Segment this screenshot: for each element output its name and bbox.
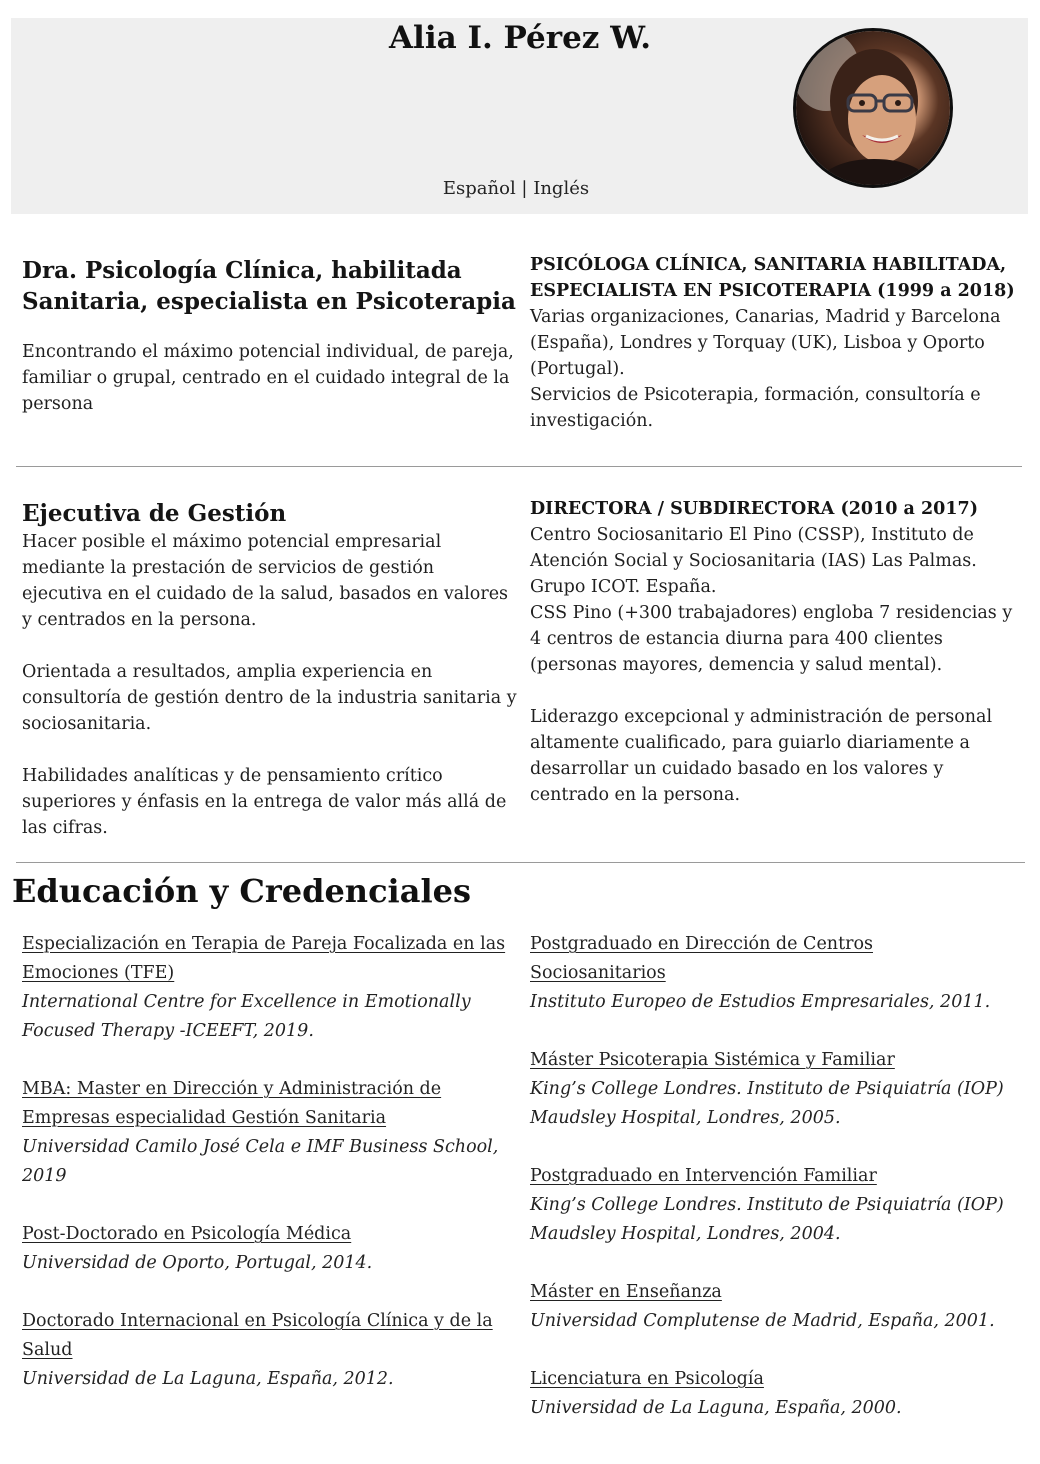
degree-title: Licenciatura en Psicología: [530, 1369, 764, 1389]
institution: Universidad Camilo José Cela e IMF Business School, 2019: [22, 1137, 499, 1186]
experience-psychologist: [530, 252, 1018, 434]
list-item: [530, 1278, 1022, 1336]
list-item: [22, 1075, 517, 1191]
job-title-line1: PSICÓLOGA CLÍNICA, SANITARIA HABILITADA,: [530, 255, 1007, 275]
candidate-name: Alia I. Pérez W.: [388, 20, 651, 56]
role-title-line1: Dra. Psicología Clínica, habilitada: [22, 257, 462, 284]
divider: [16, 862, 1025, 863]
divider: [16, 466, 1022, 467]
institution: Universidad de La Laguna, España, 2012.: [22, 1369, 394, 1389]
degree-title: Máster Psicoterapia Sistémica y Familiar: [530, 1050, 895, 1070]
exec-paragraph-1: Hacer posible el máximo potencial empresarial mediante la prestación de servicios de gestión ejecutiva en el cuidado de la salud, basados en valores y centrados en la persona.: [22, 532, 509, 630]
portrait-photo: [796, 31, 950, 185]
director-title: DIRECTORA / SUBDIRECTORA (2010 a 2017): [530, 499, 978, 519]
education-list-left: [22, 930, 517, 1423]
education-list-right: [530, 930, 1022, 1452]
profile-summary: [22, 255, 517, 417]
job-details: Varias organizaciones, Canarias, Madrid y Barcelona (España), Londres y Torquay (UK), Lisboa y Oporto (Portugal).: [530, 307, 1001, 379]
institution: Instituto Europeo de Estudios Empresariales, 2011.: [530, 992, 991, 1012]
list-item: [530, 930, 1022, 1017]
degree-title: Máster en Enseñanza: [530, 1282, 722, 1302]
institution: International Centre for Excellence in Emotionally Focused Therapy -ICEEFT, 2019.: [22, 992, 471, 1041]
list-item: [530, 1162, 1022, 1249]
list-item: [530, 1046, 1022, 1133]
exec-paragraph-2: Orientada a resultados, amplia experiencia en consultoría de gestión dentro de la industria sanitaria y sociosanitaria.: [22, 662, 517, 734]
experience-director: [530, 496, 1022, 808]
institution: Universidad de La Laguna, España, 2000.: [530, 1398, 902, 1418]
director-paragraph-2: CSS Pino (+300 trabajadores) engloba 7 residencias y 4 centros de estancia diurna para 400 clientes (personas mayores, demencia y salud mental).: [530, 603, 1013, 675]
degree-title: Post-Doctorado en Psicología Médica: [22, 1224, 352, 1244]
languages: Español | Inglés: [442, 178, 590, 199]
degree-title: MBA: Master en Dirección y Administración de Empresas especialidad Gestión Sanitaria: [22, 1079, 442, 1128]
executive-summary: [22, 498, 517, 841]
list-item: [22, 930, 517, 1046]
degree-title: Postgraduado en Dirección de Centros Sociosanitarios: [530, 934, 873, 983]
institution: King’s College Londres. Instituto de Psiquiatría (IOP) Maudsley Hospital, Londres, 2004.: [530, 1195, 1004, 1244]
list-item: [530, 1365, 1022, 1423]
role-title-line2: Sanitaria, especialista en Psicoterapia: [22, 288, 516, 315]
director-paragraph-3: Liderazgo excepcional y administración de personal altamente cualificado, para guiarlo diariamente a desarrollar un cuidado basado en los valores y centrado en la persona.: [530, 707, 993, 805]
institution: Universidad Complutense de Madrid, España, 2001.: [530, 1311, 995, 1331]
avatar: [796, 31, 950, 185]
list-item: [22, 1307, 517, 1394]
role-summary: Encontrando el máximo potencial individual, de pareja, familiar o grupal, centrado en el cuidado integral de la persona: [22, 342, 514, 414]
degree-title: Postgraduado en Intervención Familiar: [530, 1166, 877, 1186]
list-item: [22, 1220, 517, 1278]
director-paragraph-1: Centro Sociosanitario El Pino (CSSP), Instituto de Atención Social y Sociosanitaria (IAS) Las Palmas. Grupo ICOT. España.: [530, 525, 977, 597]
exec-paragraph-3: Habilidades analíticas y de pensamiento crítico superiores y énfasis en la entrega de valor más allá de las cifras.: [22, 766, 507, 838]
degree-title: Especialización en Terapia de Pareja Focalizada en las Emociones (TFE): [22, 934, 506, 983]
job-services: Servicios de Psicoterapia, formación, consultoría e investigación.: [530, 385, 981, 431]
degree-title: Doctorado Internacional en Psicología Clínica y de la Salud: [22, 1311, 493, 1360]
institution: King’s College Londres. Instituto de Psiquiatría (IOP) Maudsley Hospital, Londres, 2005.: [530, 1079, 1004, 1128]
institution: Universidad de Oporto, Portugal, 2014.: [22, 1253, 373, 1273]
education-title: Educación y Credenciales: [12, 872, 471, 910]
exec-title: Ejecutiva de Gestión: [22, 500, 287, 527]
job-title-line2: ESPECIALISTA EN PSICOTERAPIA (1999 a 2018): [530, 281, 1015, 301]
